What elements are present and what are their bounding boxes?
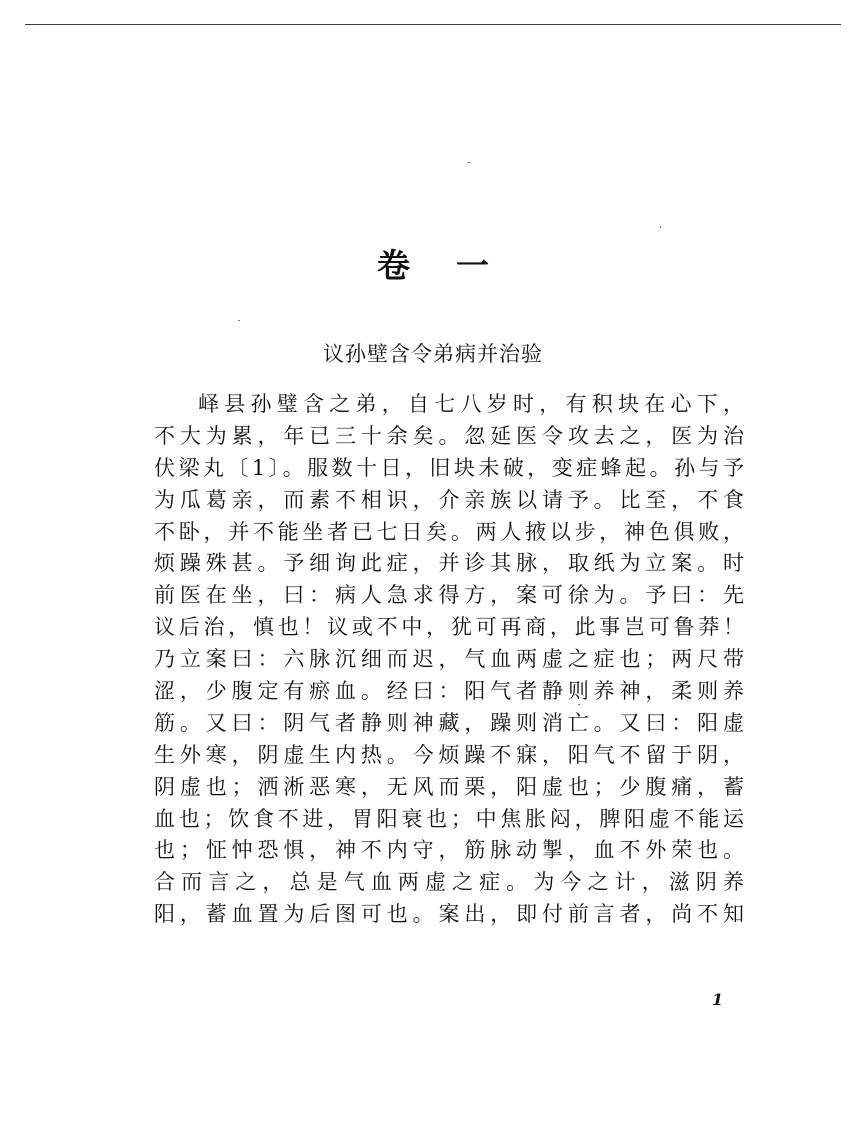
- text-line: 血也；饮食不进，胃阳衰也；中焦胀闷，脾阳虚不能运: [154, 806, 744, 831]
- text-line: 峄县孙璧含之弟，自七八岁时，有积块在心下，: [198, 392, 744, 416]
- text-line: 为瓜葛亲，而素不相识，介亲族以请予。比至，不食: [154, 487, 744, 512]
- text-line: 筋。又曰：阴气者静则神藏，躁则消亡。又曰：阳虚: [154, 710, 744, 735]
- scan-speck: [468, 162, 470, 163]
- scan-speck: [660, 226, 661, 228]
- volume-title: 卷一: [377, 246, 535, 285]
- text-line: 烦躁殊甚。予细询此症，并诊其脉，取纸为立案。时: [154, 551, 744, 576]
- text-line: 生外寒，阴虚生内热。今烦躁不寐，阳气不留于阴，: [154, 742, 744, 767]
- text-line: 前医在坐，曰：病人急求得方，案可徐为。予曰：先: [154, 583, 744, 608]
- text-line: 不卧，并不能坐者已七日矣。两人掖以步，神色俱败，: [154, 519, 744, 544]
- scan-speck: [238, 320, 240, 321]
- text-line: 阴虚也；洒淅恶寒，无风而栗，阳虚也；少腹痛，蓄: [154, 774, 744, 799]
- text-line: 阳，蓄血置为后图可也。案出，即付前言者，尚不知: [154, 902, 744, 927]
- body-text: [154, 389, 744, 931]
- section-title: 议孙壁含令弟病并治验: [323, 342, 543, 366]
- text-line: 涩，少腹定有瘀血。经曰：阳气者静则养神，柔则养: [154, 679, 744, 704]
- top-rule: [25, 24, 841, 25]
- page-number: 1: [712, 990, 724, 1009]
- text-line: 合而言之，总是气血两虚之症。为今之计，滋阴养: [154, 870, 744, 895]
- text-line: 伏梁丸〔1〕。服数十日，旧块未破，变症蜂起。孙与予: [154, 455, 744, 480]
- text-line: 不大为累，年已三十余矣。忽延医令攻去之，医为治: [154, 423, 744, 448]
- text-line: 乃立案曰：六脉沉细而迟，气血两虚之症也；两尺带: [154, 647, 744, 672]
- text-line: 议后治，慎也！议或不中，犹可再商，此事岂可鲁莽！: [154, 615, 744, 640]
- text-line: 也；怔忡恐惧，神不内守，筋脉动掣，血不外荣也。: [154, 838, 744, 863]
